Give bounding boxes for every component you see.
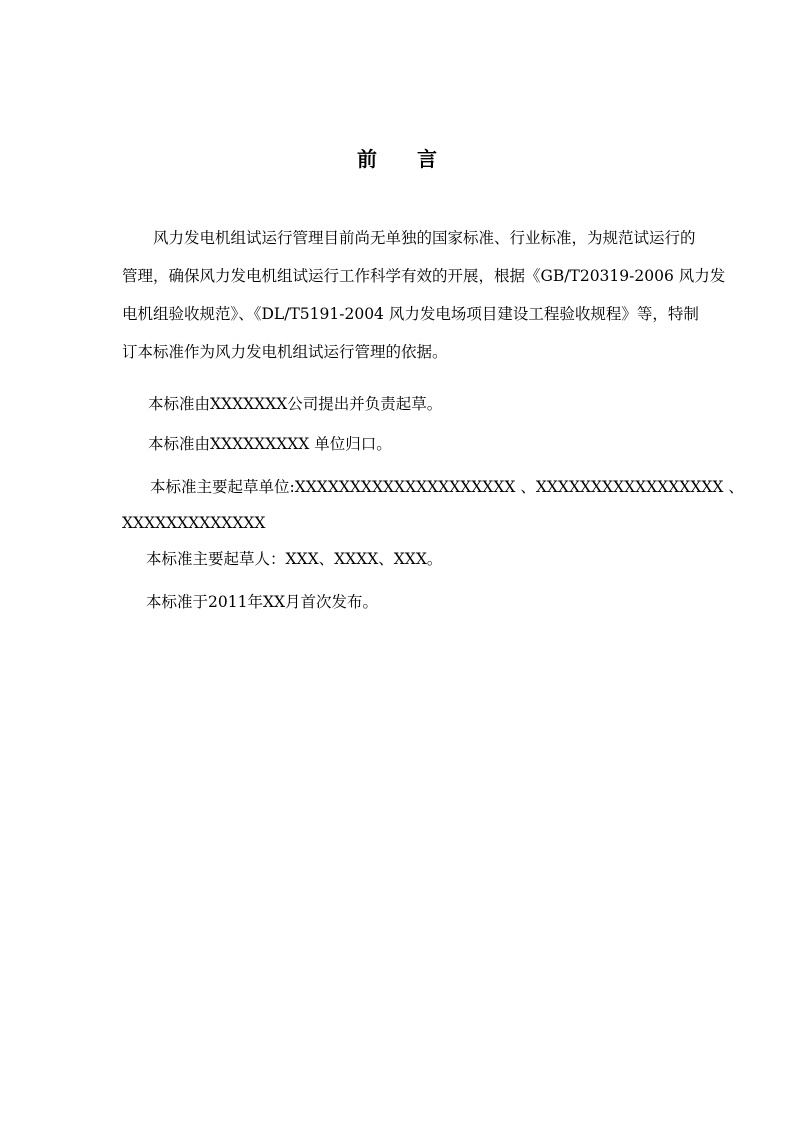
drafters-paragraph: 本标准主要起草人：XXX、XXXX、XXX。 — [146, 550, 443, 568]
intro-line-2: 管理，确保风力发电机组试运行工作科学有效的开展，根据《GB/T20319-2006 风力发 — [122, 267, 726, 285]
drafting-units-line-1: 本标准主要起草单位:XXXXXXXXXXXXXXXXXXXX 、XXXXXXXXXXXXXXXXX 、 — [150, 478, 744, 496]
intro-line-4: 订本标准作为风力发电机组试运行管理的依据。 — [122, 343, 448, 361]
release-paragraph: 本标准于2011年XX月首次发布。 — [146, 593, 379, 611]
intro-line-3: 电机组验收规范》、《DL/T5191-2004 风力发电场项目建设工程验收规程》等，特制 — [122, 305, 699, 323]
page-title: 前言 — [357, 147, 477, 171]
owner-paragraph: 本标准由XXXXXXXXX 单位归口。 — [148, 435, 392, 453]
proposer-paragraph: 本标准由XXXXXXX公司提出并负责起草。 — [148, 395, 443, 413]
drafting-units-line-2: XXXXXXXXXXXXX — [122, 514, 266, 532]
intro-paragraph — [122, 219, 732, 371]
intro-line-1: 风力发电机组试运行管理目前尚无单独的国家标准、行业标准，为规范试运行的 — [153, 229, 696, 247]
